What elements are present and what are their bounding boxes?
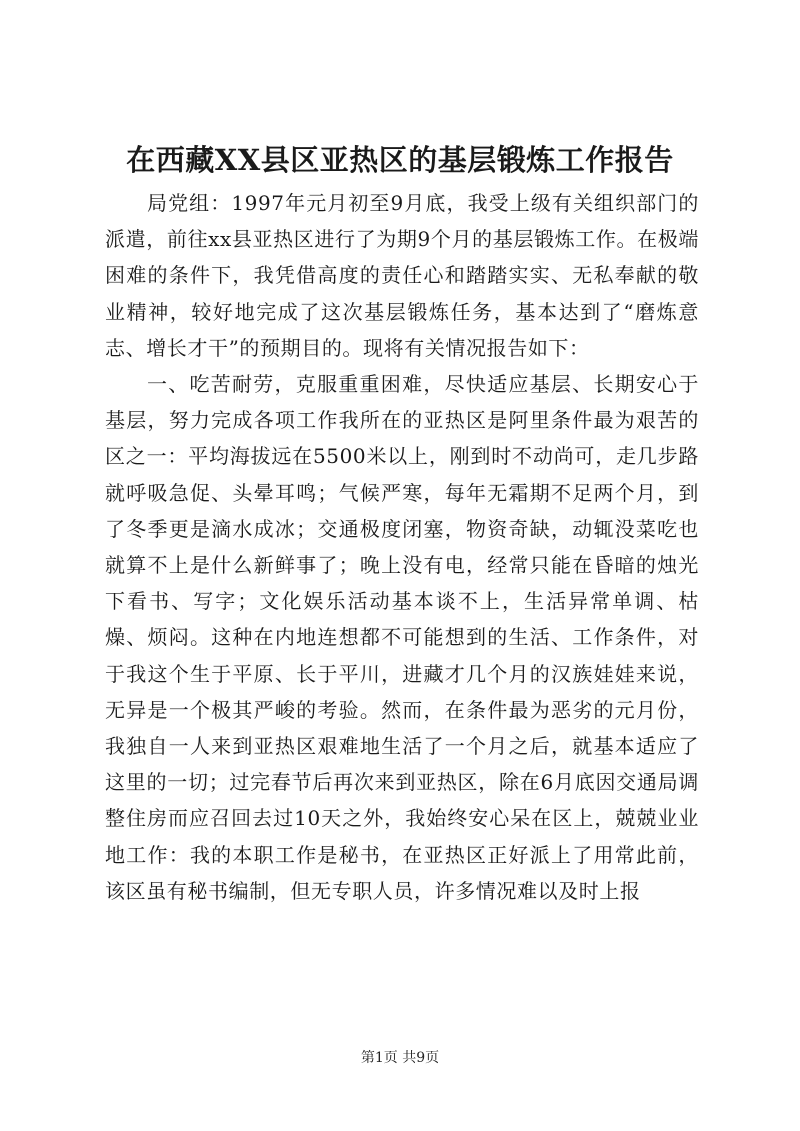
paragraph-intro: 局党组：1997年元月初至9月底，我受上级有关组织部门的派遣，前往xx县亚热区进行了为期9个月的基层锻炼工作。在极端困难的条件下，我凭借高度的责任心和踏踏实实、无私奉献的敬业精神，较好地完成了这次基层锻炼任务，基本达到了“磨炼意志、增长才干”的预期目的。现将有关情况报告如下： (105, 191, 699, 360)
page-footer: 第1页 共9页 (360, 1050, 440, 1066)
document-body (105, 185, 699, 909)
page-title: 在西藏XX县区亚热区的基层锻炼工作报告 (126, 143, 674, 177)
paragraph-section-one: 一、吃苦耐劳，克服重重困难，尽快适应基层、长期安心于基层，努力完成各项工作我所在的亚热区是阿里条件最为艰苦的区之一：平均海拔远在5500米以上，刚到时不动尚可，走几步路就呼吸急促、头晕耳鸣；气候严寒，每年无霜期不足两个月，到了冬季更是滴水成冰；交通极度闭塞，物资奇缺，动辄没菜吃也就算不上是什么新鲜事了；晚上没有电，经常只能在昏暗的烛光下看书、写字；文化娱乐活动基本谈不上，生活异常单调、枯燥、烦闷。这种在内地连想都不可能想到的生活、工作条件，对于我这个生于平原、长于平川，进藏才几个月的汉族娃娃来说，无异是一个极其严峻的考验。然而，在条件最为恶劣的元月份，我独自一人来到亚热区艰难地生活了一个月之后，就基本适应了这里的一切；过完春节后再次来到亚热区，除在6月底因交通局调整住房而应召回去过10天之外，我始终安心呆在区上，兢兢业业地工作：我的本职工作是秘书，在亚热区正好派上了用常此前，该区虽有秘书编制，但无专职人员，许多情况难以及时上报 (105, 372, 699, 903)
